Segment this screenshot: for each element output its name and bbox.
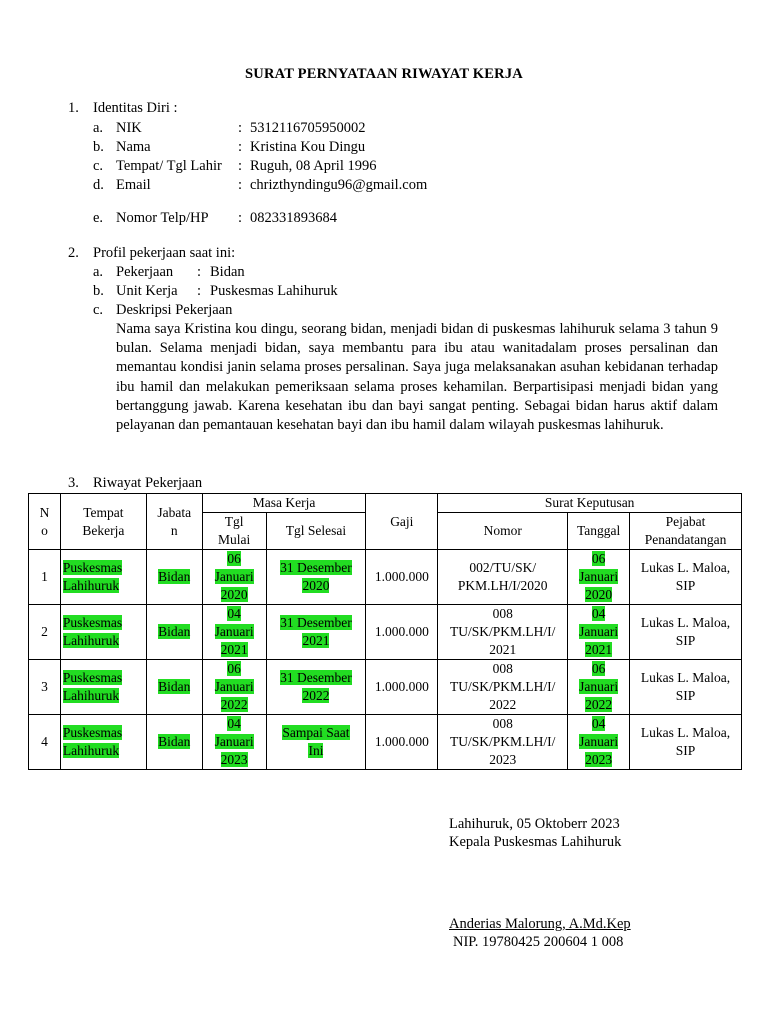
cell-no: 1 [29,550,61,605]
document-title: SURAT PERNYATAAN RIWAYAT KERJA [245,66,523,82]
table-row [29,605,742,660]
list-letter: a. [93,264,104,280]
field-colon: : [197,264,202,280]
cell-text: 2020 [220,587,248,602]
job-description: Nama saya Kristina kou dingu, seorang bidan, menjadi bidan di puskesmas lahihuruk selama 3 tahun 9 bulan. Selama menjadi bidan, saya membantu para ibu atau wanitadalam proses persalinan dan memantau kondisi janin selama proses persalinan. Saya juga melaksanakan asuhan kebidanan terhadap ibu hamil dan melakukan pemeriksaan selama proses kehamilan. Berpartisipasi menjadi bidan yang bertanggung jawab. Karena kesehatan ibu dan bayi sangat penting. Sebagai bidan harus aktif dalam pelayanan dan pemantauan kesehatan bayi dan ibu hamil dalam wilayah puskesmas lahihuruk. [116,321,718,434]
work-history-table [28,493,742,770]
header-text: Jabata [157,504,192,520]
list-letter: b. [93,283,104,299]
cell-text: 06 [227,551,241,566]
cell-text: Puskesmas [62,560,123,575]
field-value-unit-kerja: Puskesmas Lahihuruk [210,283,338,299]
cell-text: 2022 [585,697,613,712]
signature-name: Anderias Malorung, A.Md.Kep [449,916,631,932]
header-text: N [39,504,50,520]
cell-nomor [438,660,568,715]
cell-pejabat [630,660,742,715]
cell-text: Januari [214,734,254,749]
cell-text: 2021 [585,642,613,657]
cell-text: 2020 [585,587,613,602]
field-value-nama: Kristina Kou Dingu [250,139,366,155]
cell-text: 2022 [302,688,330,703]
list-letter: e. [93,210,104,226]
cell-text: Bidan [158,624,191,639]
field-label-deskripsi: Deskripsi Pekerjaan [116,302,233,318]
cell-text: Lahihuruk [62,743,120,758]
cell-text: 31 Desember [280,560,352,575]
cell-tgl-selesai [266,605,366,660]
cell-gaji: 1.000.000 [366,550,438,605]
cell-text: Januari [579,679,619,694]
cell-nomor [438,605,568,660]
cell-gaji: 1.000.000 [366,715,438,770]
cell-text: SIP [675,743,696,758]
cell-text: 31 Desember [280,670,352,685]
cell-text: 04 [227,716,241,731]
cell-gaji: 1.000.000 [366,660,438,715]
cell-text: 2022 [489,697,517,712]
header-masa-kerja: Masa Kerja [202,494,366,513]
cell-text: Puskesmas [62,615,123,630]
cell-jabatan [146,550,202,605]
header-text: Bekerja [82,522,125,538]
field-label-telp: Nomor Telp/HP [116,210,209,226]
cell-tanggal [568,550,630,605]
header-surat-keputusan: Surat Keputusan [438,494,742,513]
list-letter: a. [93,120,104,136]
cell-text: Januari [214,569,254,584]
cell-text: 2023 [585,752,613,767]
cell-text: Bidan [158,569,191,584]
list-letter: b. [93,139,104,155]
list-letter: c. [93,302,104,318]
header-text: Tempat [83,504,124,520]
cell-text: 002/TU/SK/ [469,560,537,575]
cell-text: Puskesmas [62,670,123,685]
field-value-ttl: Ruguh, 08 April 1996 [250,158,377,174]
field-value-pekerjaan: Bidan [210,264,245,280]
cell-nomor [438,550,568,605]
header-pejabat [630,513,742,550]
cell-tgl-selesai [266,715,366,770]
cell-tempat [60,715,146,770]
section-2-number: 2. [68,245,79,261]
section-1-heading: Identitas Diri : [93,100,178,116]
header-nomor: Nomor [438,513,568,550]
cell-text: 2020 [302,578,330,593]
cell-text: Januari [579,569,619,584]
cell-text: 008 [492,661,513,676]
field-value-email: chrizthyndingu96@gmail.com [250,177,428,193]
cell-text: PKM.LH/I/2020 [457,578,548,593]
signature-place-date: Lahihuruk, 05 Oktoberr 2023 [449,816,620,832]
cell-text: Sampai Saat [282,725,350,740]
cell-pejabat [630,605,742,660]
field-colon: : [238,120,243,136]
cell-text: 31 Desember [280,615,352,630]
cell-text: Lahihuruk [62,578,120,593]
header-gaji: Gaji [366,494,438,550]
field-value-telp: 082331893684 [250,210,337,226]
cell-text: Lahihuruk [62,633,120,648]
cell-text: 008 [492,606,513,621]
cell-text: SIP [675,633,696,648]
cell-text: 04 [591,606,606,621]
header-text: n [170,522,178,538]
cell-no: 3 [29,660,61,715]
field-label-nik: NIK [116,120,142,136]
cell-no: 4 [29,715,61,770]
field-colon: : [238,177,243,193]
cell-no: 2 [29,605,61,660]
cell-text: 06 [591,661,606,676]
cell-text: Bidan [158,734,191,749]
cell-text: Januari [214,679,254,694]
cell-gaji: 1.000.000 [366,605,438,660]
cell-tanggal [568,660,630,715]
cell-text: 008 [492,716,513,731]
field-colon: : [238,139,243,155]
header-text: Tgl [224,514,244,529]
field-colon: : [197,283,202,299]
table-row [29,715,742,770]
field-label-pekerjaan: Pekerjaan [116,264,174,280]
cell-text: SIP [675,578,696,593]
section-1-number: 1. [68,100,79,116]
table-row [29,660,742,715]
cell-jabatan [146,660,202,715]
list-letter: d. [93,177,104,193]
cell-tanggal [568,605,630,660]
cell-text: Januari [579,624,619,639]
field-colon: : [238,210,243,226]
cell-tempat [60,605,146,660]
cell-text: 2021 [302,633,330,648]
cell-text: 2021 [220,642,248,657]
cell-text: Puskesmas [62,725,123,740]
cell-pejabat [630,715,742,770]
table-row [29,550,742,605]
cell-text: SIP [675,688,696,703]
cell-text: Lukas L. Maloa, [640,725,731,740]
cell-text: Lukas L. Maloa, [640,560,731,575]
cell-text: 04 [591,716,606,731]
cell-tgl-mulai [202,660,266,715]
cell-text: 04 [227,606,241,621]
header-text: Pejabat [665,514,706,529]
field-colon: : [238,158,243,174]
cell-tgl-selesai [266,550,366,605]
list-letter: c. [93,158,104,174]
field-label-unit-kerja: Unit Kerja [116,283,178,299]
header-tgl-mulai [202,513,266,550]
cell-text: 2023 [489,752,517,767]
cell-tgl-mulai [202,550,266,605]
cell-jabatan [146,605,202,660]
cell-pejabat [630,550,742,605]
cell-text: 2021 [489,642,517,657]
cell-tgl-selesai [266,660,366,715]
field-value-nik: 5312116705950002 [250,120,366,136]
field-label-nama: Nama [116,139,151,155]
cell-text: Lukas L. Maloa, [640,615,731,630]
cell-text: TU/SK/PKM.LH/I/ [450,734,556,749]
header-tempat-bekerja [60,494,146,550]
cell-text: Ini [308,743,324,758]
cell-text: Januari [579,734,619,749]
header-jabatan [146,494,202,550]
cell-jabatan [146,715,202,770]
header-text: Penandatangan [644,532,727,547]
section-3-heading: Riwayat Pekerjaan [93,475,203,491]
section-3-number: 3. [68,475,79,491]
cell-text: Januari [214,624,254,639]
cell-text: TU/SK/PKM.LH/I/ [450,624,556,639]
cell-text: 2023 [220,752,248,767]
header-text: o [41,522,48,538]
header-no [29,494,61,550]
cell-text: Lahihuruk [62,688,120,703]
cell-tgl-mulai [202,715,266,770]
header-tanggal: Tanggal [568,513,630,550]
cell-text: 06 [227,661,241,676]
cell-text: 2022 [220,697,248,712]
cell-tempat [60,550,146,605]
cell-text: Lukas L. Maloa, [640,670,731,685]
cell-text: 06 [591,551,606,566]
signature-position: Kepala Puskesmas Lahihuruk [449,834,622,850]
field-label-email: Email [116,177,151,193]
signature-nip: NIP. 19780425 200604 1 008 [453,934,624,950]
field-label-ttl: Tempat/ Tgl Lahir [116,158,222,174]
header-text: Mulai [218,532,251,547]
cell-tanggal [568,715,630,770]
cell-tgl-mulai [202,605,266,660]
cell-text: Bidan [158,679,191,694]
header-tgl-selesai: Tgl Selesai [266,513,366,550]
cell-nomor [438,715,568,770]
cell-tempat [60,660,146,715]
section-2-heading: Profil pekerjaan saat ini: [93,245,236,261]
cell-text: TU/SK/PKM.LH/I/ [450,679,556,694]
